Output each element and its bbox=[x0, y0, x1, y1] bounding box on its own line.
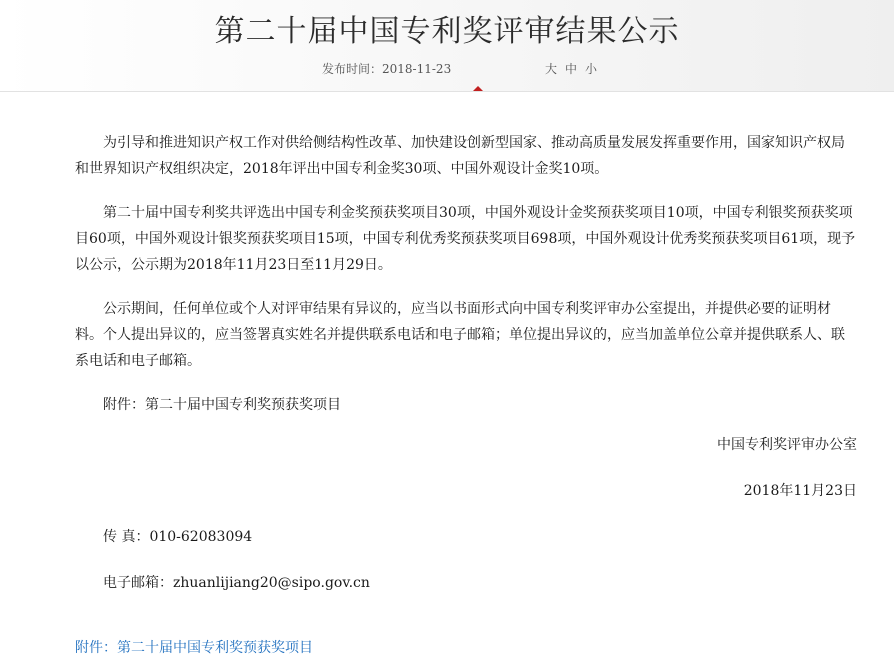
fax-line: 传 真：010-62083094 bbox=[103, 529, 253, 545]
publish-date-label: 发布时间： bbox=[322, 62, 383, 76]
attachment-note: 附件：第二十届中国专利奖预获奖项目 bbox=[103, 397, 341, 413]
signature-org: 中国专利奖评审办公室 bbox=[717, 437, 857, 453]
header-divider bbox=[0, 91, 894, 92]
font-size-large[interactable]: 大 bbox=[545, 62, 566, 76]
signature-date: 2018年11月23日 bbox=[743, 483, 857, 499]
paragraph-intro: 为引导和推进知识产权工作对供给侧结构性改革、加快建设创新型国家、推动高质量发展发挥重要作用，国家知识产权局和世界知识产权组织决定，2018年评出中国专利金奖30项、中国外观设计金奖10项。 bbox=[75, 135, 845, 177]
font-size-switcher bbox=[545, 60, 605, 77]
font-size-medium[interactable]: 中 bbox=[565, 62, 586, 76]
page-title: 第二十届中国专利奖评审结果公示 bbox=[214, 14, 680, 49]
article-body bbox=[75, 130, 857, 616]
publish-date bbox=[322, 60, 451, 77]
divider-marker-icon bbox=[473, 86, 483, 91]
publish-date-value: 2018-11-23 bbox=[382, 62, 452, 76]
paragraph-objection: 公示期间，任何单位或个人对评审结果有异议的，应当以书面形式向中国专利奖评审办公室提出，并提供必要的证明材料。个人提出异议的，应当签署真实姓名并提供联系电话和电子邮箱；单位提出异议的，应当加盖单位公章并提供联系人、联系电话和电子邮箱。 bbox=[75, 301, 845, 369]
attachment-link[interactable]: 附件：第二十届中国专利奖预获奖项目 bbox=[75, 640, 313, 656]
font-size-small[interactable]: 小 bbox=[585, 62, 606, 76]
paragraph-results: 第二十届中国专利奖共评选出中国专利金奖预获奖项目30项，中国外观设计金奖预获奖项目10项，中国专利银奖预获奖项目60项，中国外观设计银奖预获奖项目15项，中国专利优秀奖预获奖项目698项，中国外观设计优秀奖预获奖项目61项，现予以公示，公示期为2018年11月23日至11月29日。 bbox=[75, 205, 856, 273]
email-line: 电子邮箱：zhuanlijiang20@sipo.gov.cn bbox=[103, 575, 370, 591]
